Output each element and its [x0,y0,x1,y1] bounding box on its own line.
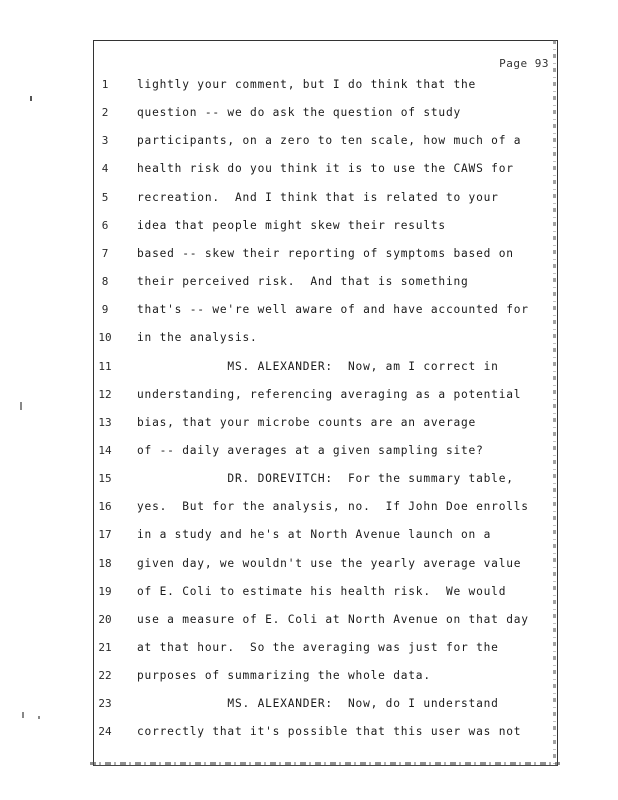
transcript-line: participants, on a zero to ten scale, how much of a [137,134,522,148]
line-number: 4 [101,162,109,176]
line-number: 23 [98,697,112,711]
transcript-line: bias, that your microbe counts are an average [137,415,477,429]
line-number: 13 [98,415,112,429]
line-number: 12 [98,387,112,401]
line-number: 1 [101,78,109,91]
transcript-line: MS. ALEXANDER: Now, do I understand [137,697,499,711]
line-number: 9 [101,303,109,317]
transcript-line: at that hour. So the averaging was just for the [137,641,499,654]
transcript-line: in a study and he's at North Avenue launch on a [137,528,492,542]
line-number: 14 [98,443,112,457]
line-number: 21 [98,641,112,654]
line-number: 8 [101,275,109,289]
transcript-line: use a measure of E. Coli at North Avenue on that day [137,612,529,626]
transcript-line: based -- skew their reporting of symptoms based on [137,246,514,260]
transcript-line: understanding, referencing averaging as a potential [137,387,522,401]
transcript-page [93,40,558,766]
transcript-line: in the analysis. [137,331,258,345]
transcript-line: health risk do you think it is to use the CAWS for [137,162,514,176]
line-number: 5 [101,190,109,204]
transcript-line: their perceived risk. And that is something [137,275,469,289]
transcript-line: that's -- we're well aware of and have accounted for [137,303,529,317]
scan-artifact [22,712,24,718]
line-number: 7 [101,246,109,260]
line-number: 2 [101,106,109,120]
line-number: 22 [98,669,112,683]
scan-artifact [38,716,40,719]
transcript-line: given day, we wouldn't use the yearly average value [137,556,522,570]
scan-artifact [20,402,22,410]
line-number: 19 [98,584,112,598]
transcript-line: idea that people might skew their results [137,218,446,232]
line-number: 11 [98,359,112,373]
line-number: 6 [101,218,109,232]
line-number: 18 [98,556,112,570]
line-number: 17 [98,528,112,542]
transcript-line: yes. But for the analysis, no. If John Doe enrolls [137,500,529,514]
transcript-line: lightly your comment, but I do think that the [137,78,477,91]
line-number: 20 [98,612,112,626]
transcript-line: purposes of summarizing the whole data. [137,669,431,683]
transcript-line: of E. Coli to estimate his health risk. We would [137,584,507,598]
scan-artifact [30,96,32,101]
line-number: 10 [98,331,112,345]
scan-edge-noise [553,40,556,766]
transcript-line: question -- we do ask the question of study [137,106,462,120]
transcript-line: DR. DOREVITCH: For the summary table, [137,472,514,486]
transcript-line: of -- daily averages at a given sampling site? [137,443,484,457]
transcript-line: recreation. And I think that is related to your [137,190,499,204]
line-number: 15 [98,472,112,486]
transcript-line: MS. ALEXANDER: Now, am I correct in [137,359,499,373]
line-number: 3 [101,134,109,148]
scan-bottom-noise [90,762,560,765]
line-number: 24 [98,725,112,739]
line-number: 16 [98,500,112,514]
page-number: Page 93 [499,57,549,70]
transcript-line: correctly that it's possible that this user was not [137,725,522,739]
